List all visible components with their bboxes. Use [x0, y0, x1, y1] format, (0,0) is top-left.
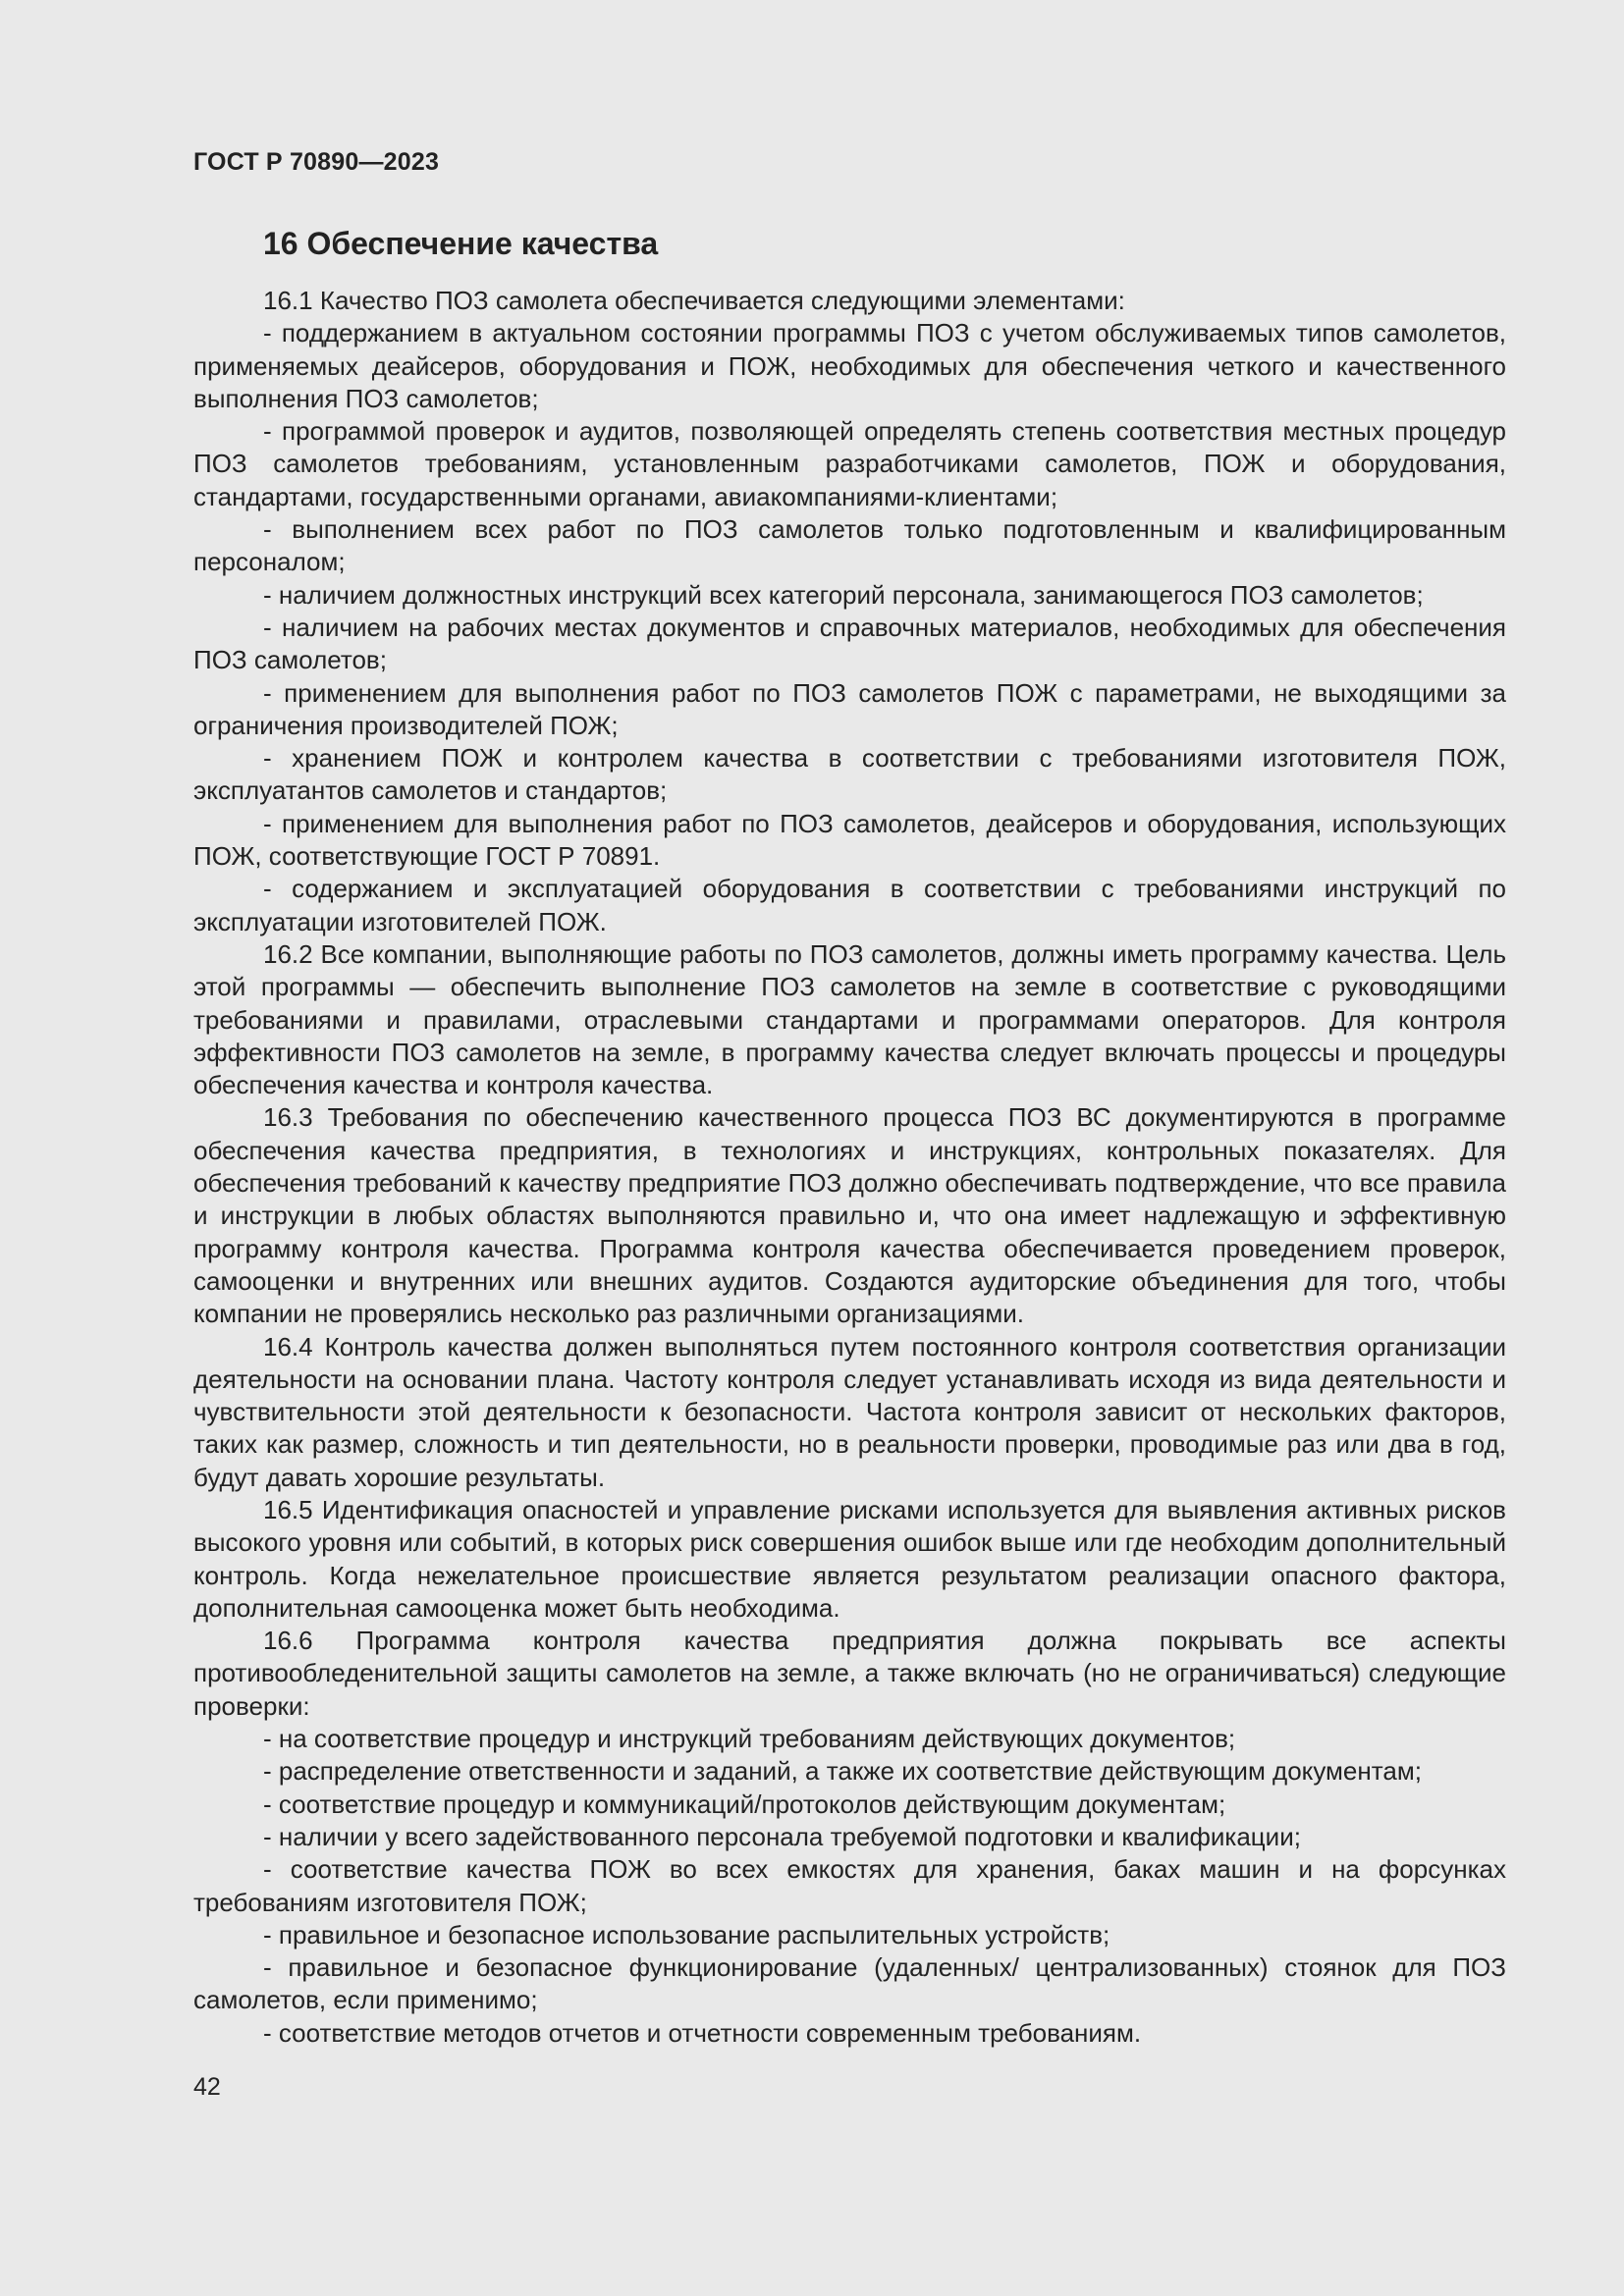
- section-body: [193, 285, 1506, 2050]
- list-item: - выполнением всех работ по ПОЗ самолетов только подготовленным и квалифицированным персоналом;: [193, 514, 1506, 577]
- list-item: - содержанием и эксплуатацией оборудования в соответствии с требованиями инструкций по эксплуатации изготовителей ПОЖ.: [193, 874, 1506, 936]
- list-item: - хранением ПОЖ и контролем качества в соответствии с требованиями изготовителя ПОЖ, эксплуатантов самолетов и стандартов;: [193, 743, 1506, 806]
- list-item: - распределение ответственности и заданий, а также их соответствие действующим документам;: [263, 1756, 1422, 1787]
- list-item: - наличием на рабочих местах документов и справочных материалов, необходимых для обеспечения ПОЗ самолетов;: [193, 612, 1506, 675]
- list-item: - соответствие методов отчетов и отчетности современным требованиям.: [263, 2017, 1142, 2048]
- paragraph-16-4: 16.4 Контроль качества должен выполняться путем постоянного контроля соответствия организации деятельности на основании плана. Частоту контроля следует устанавливать исходя из вида деятельности и чувствительности этой деятельности к безопасности. Частота контроля зависит от нескольких факторов, таких как размер, сложность и тип деятельности, но в реальности проверки, проводимые раз или два в год, будут давать хорошие результаты.: [193, 1331, 1506, 1492]
- list-item: - соответствие процедур и коммуникаций/протоколов действующим документам;: [263, 1789, 1226, 1819]
- list-item: - соответствие качества ПОЖ во всех емкостях для хранения, баках машин и на форсунках требованиям изготовителя ПОЖ;: [193, 1854, 1506, 1917]
- paragraph-16-1-intro: 16.1 Качество ПОЗ самолета обеспечивается следующими элементами:: [263, 286, 1125, 315]
- list-item: - применением для выполнения работ по ПОЗ самолетов ПОЖ с параметрами, не выходящими за ограничения производителей ПОЖ;: [193, 677, 1506, 740]
- paragraph-16-2: 16.2 Все компании, выполняющие работы по ПОЗ самолетов, должны иметь программу качества. Цель этой программы — обеспечить выполнение ПОЗ самолетов на земле в соответствие с руководящими требованиями и правилами, отраслевыми стандартами и программами операторов. Для контроля эффективности ПОЗ самолетов на земле, в программу качества следует включать процессы и процедуры обеспечения качества и контроля качества.: [193, 938, 1506, 1100]
- page-number: 42: [193, 2073, 221, 2101]
- paragraph-16-6-intro: 16.6 Программа контроля качества предприятия должна покрывать все аспекты противообледенительной защиты самолетов на земле, а также включать (но не ограничиваться) следующие проверки:: [193, 1626, 1506, 1721]
- paragraph-16-5: 16.5 Идентификация опасностей и управление рисками используется для выявления активных рисков высокого уровня или событий, в которых риск совершения ошибок выше или где необходим дополнительный контроль. Когда нежелательное происшествие является результатом реализации опасного фактора, дополнительная самооценка может быть необходима.: [193, 1494, 1506, 1623]
- list-item: - поддержанием в актуальном состоянии программы ПОЗ с учетом обслуживаемых типов самолетов, применяемых деайсеров, оборудования и ПОЖ, необходимых для обеспечения четкого и качественного выполнения ПОЗ самолетов;: [193, 318, 1506, 413]
- list-item: - наличием должностных инструкций всех категорий персонала, занимающегося ПОЗ самолетов;: [263, 579, 1424, 610]
- list-item: - правильное и безопасное использование распылительных устройств;: [263, 1919, 1110, 1949]
- list-item: - применением для выполнения работ по ПОЗ самолетов, деайсеров и оборудования, использующих ПОЖ, соответствующие ГОСТ Р 70891.: [193, 808, 1506, 872]
- list-item: - на соответствие процедур и инструкций требованиям действующих документов;: [263, 1724, 1236, 1754]
- list-item: - правильное и безопасное функционирование (удаленных/ централизованных) стоянок для ПОЗ самолетов, если применимо;: [193, 1952, 1506, 2015]
- section-title: 16 Обеспечение качества: [263, 226, 659, 261]
- list-item: - наличии у всего задействованного персонала требуемой подготовки и квалификации;: [263, 1821, 1301, 1851]
- list-item: - программой проверок и аудитов, позволяющей определять степень соответствия местных процедур ПОЗ самолетов требованиям, установленным разработчиками самолетов, ПОЖ и оборудования, стандартами, государственными органами, авиакомпаниями-клиентами;: [193, 416, 1506, 511]
- paragraph-16-3: 16.3 Требования по обеспечению качественного процесса ПОЗ ВС документируются в программе обеспечения качества предприятия, в технологиях и инструкциях, контрольных показателях. Для обеспечения требований к качеству предприятие ПОЗ должно обеспечивать подтверждение, что все правила и инструкции в любых областях выполняются правильно и, что она имеет надлежащую и эффективную программу контроля качества. Программа контроля качества обеспечивается проведением проверок, самооценки и внутренних или внешних аудитов. Создаются аудиторские объединения для того, чтобы компании не проверялись несколько раз различными организациями.: [193, 1102, 1506, 1329]
- document-number-header: ГОСТ Р 70890—2023: [193, 148, 440, 176]
